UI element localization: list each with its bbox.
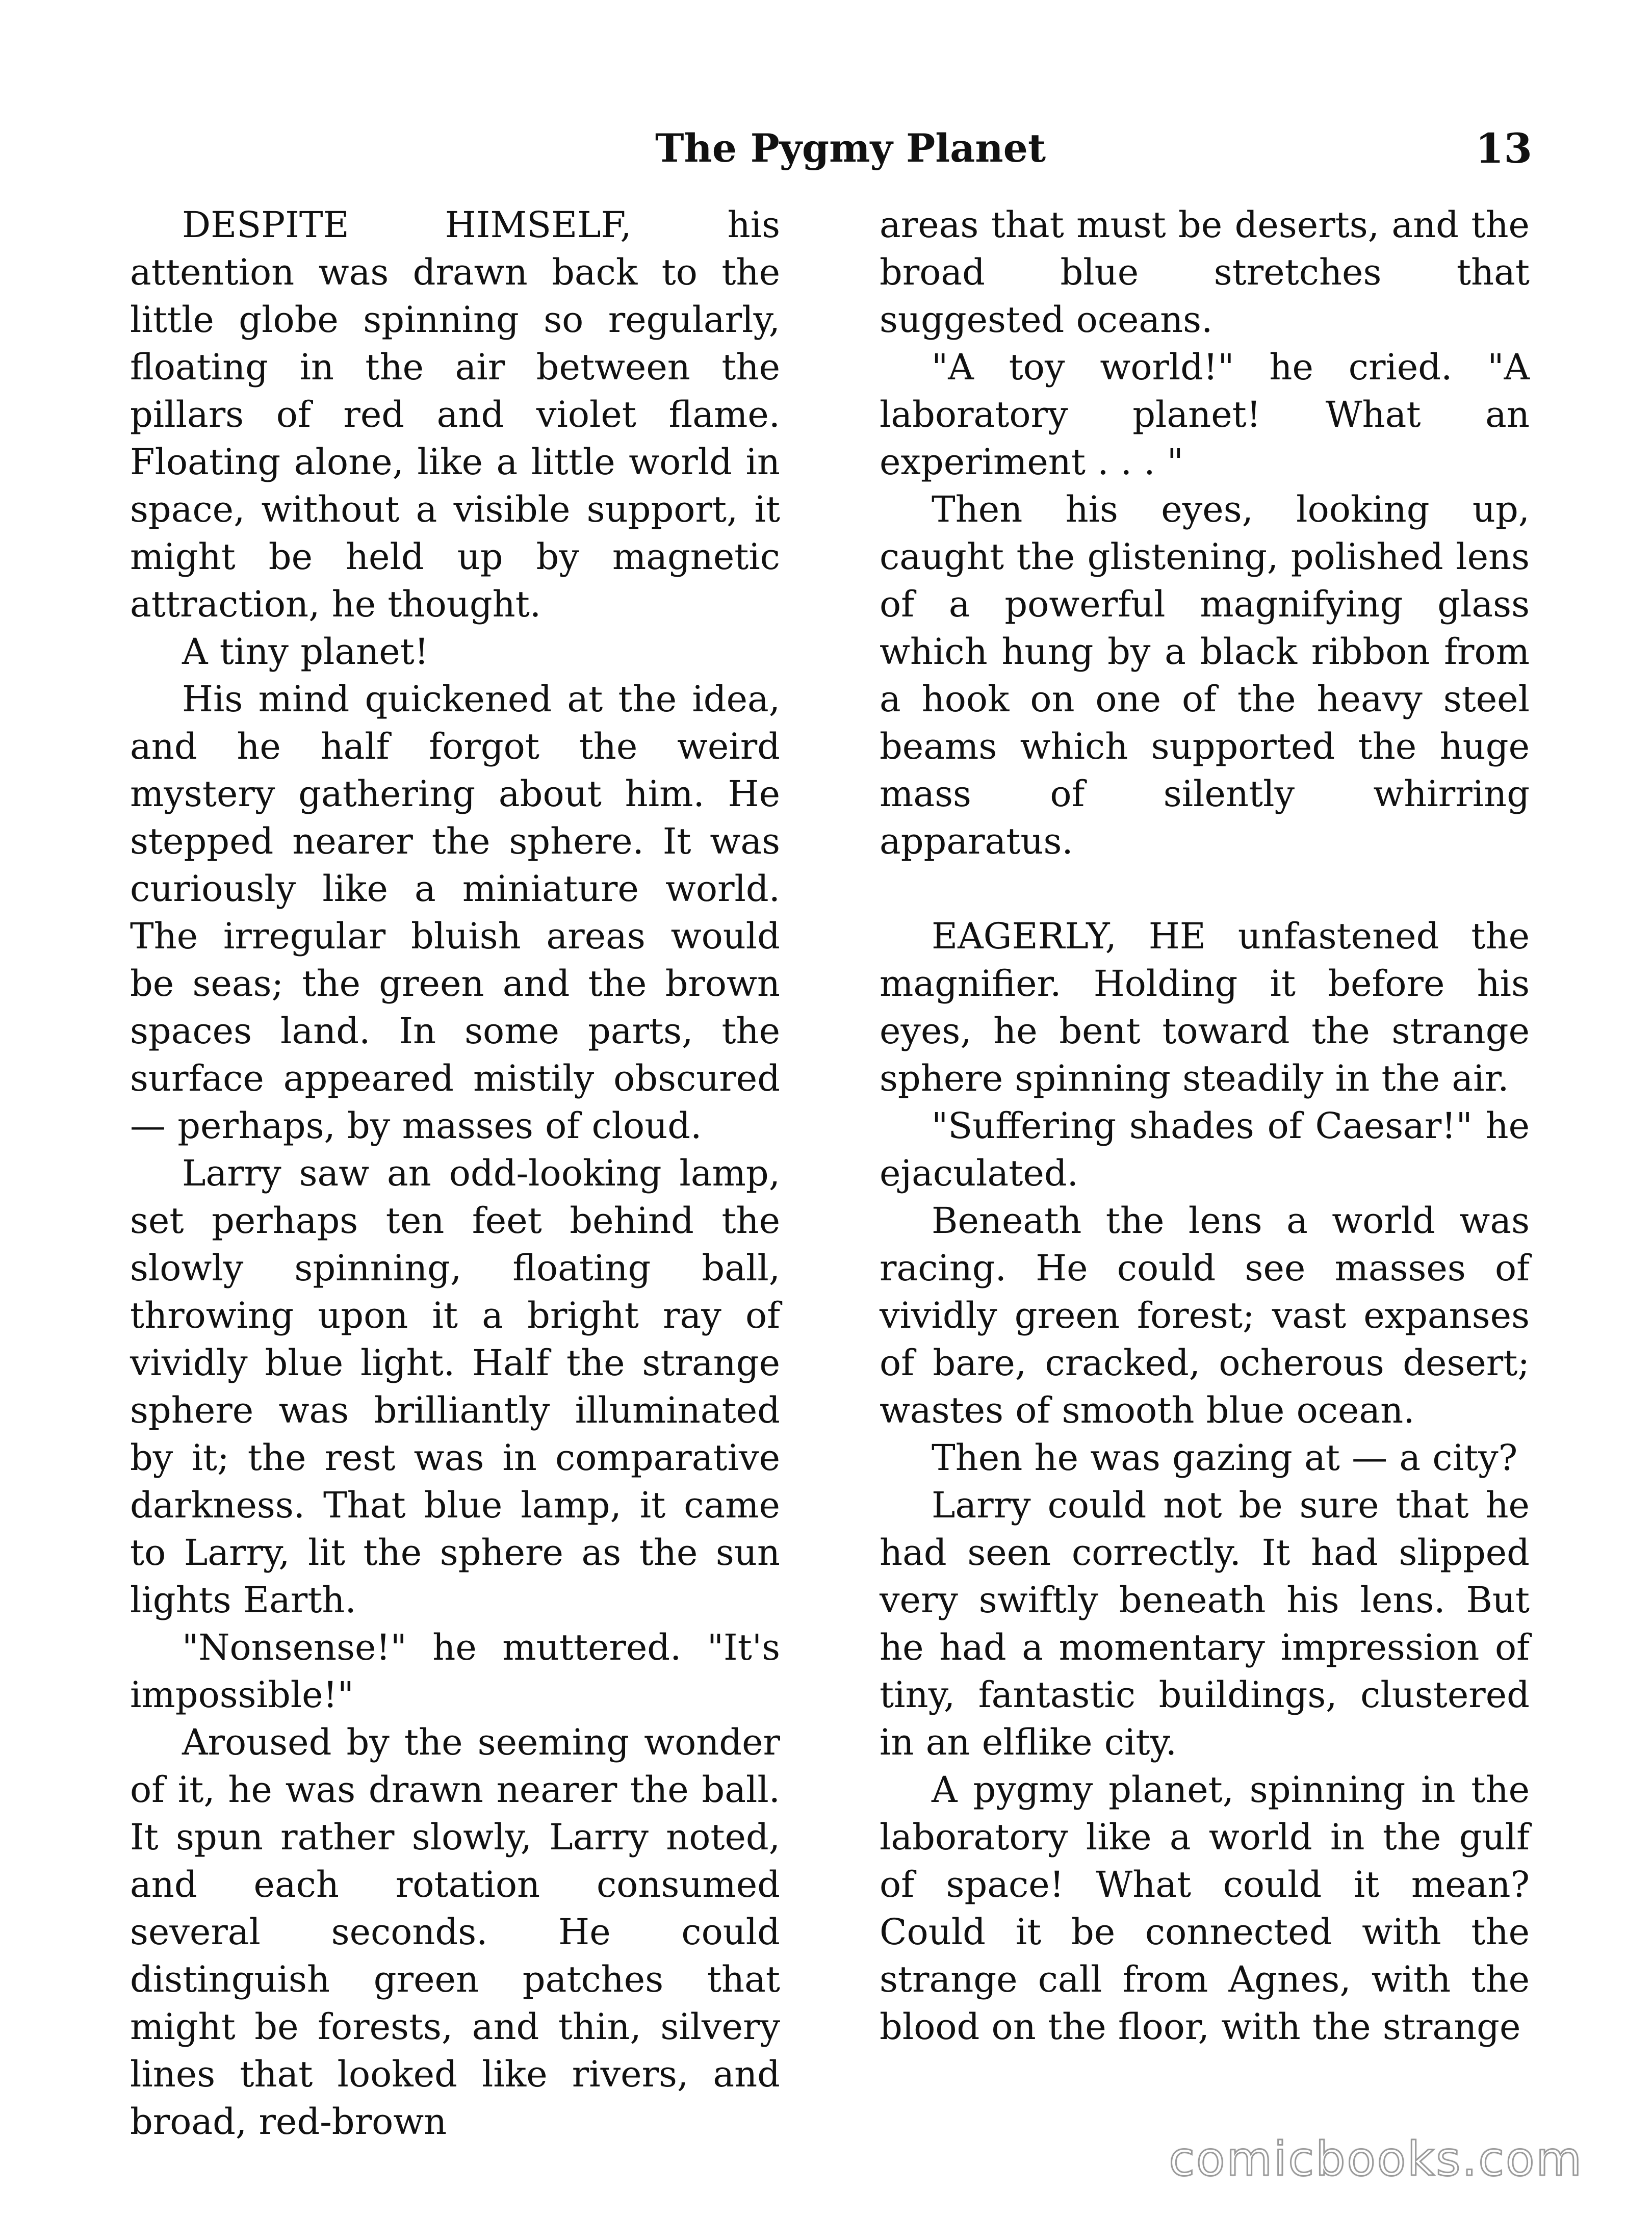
running-title: The Pygmy Planet [655,125,1046,171]
paragraph: A tiny planet! [182,631,429,673]
paragraph: DESPITE HIMSELF, his attention was drawn back to the little globe spinning so regularly, floating in the air between the pillars of red and violet flame. Floating alone, like a little world in space, without a visible support, it might be held up by magnetic attraction, he thought. [130,204,780,625]
paragraph: "A toy world!" he cried. "A laboratory planet! What an experiment . . . " [880,346,1530,483]
paragraph: Then his eyes, looking up, caught the glistening, polished lens of a powerful magnifying glass which hung by a black ribbon from a hook on one of the heavy steel beams which supported the huge mass of silently whirring apparatus. [880,488,1530,862]
paragraph: Then he was gazing at — a city? [932,1437,1518,1479]
paragraph: Beneath the lens a world was racing. He could see masses of vividly green forest; vast expanses of bare, cracked, ocherous desert; wastes of smooth blue ocean. [880,1200,1530,1431]
paragraph: Larry could not be sure that he had seen correctly. It had slipped very swiftly beneath his lens. But he had a momentary impression of tiny, fantastic buildings, clustered in an elflike city. [880,1484,1530,1763]
page-header [130,120,1532,176]
watermark: comicbooks.com [1169,2132,1583,2186]
paragraph: His mind quickened at the idea, and he half forgot the weird mystery gathering about him. He stepped nearer the sphere. It was curiously like a miniature world. The irregular bluish areas would be seas; the green and the brown spaces land. In some parts, the surface appeared mistily obscured — perhaps, by masses of cloud. [130,678,780,1147]
paragraph: "Suffering shades of Caesar!" he ejaculated. [880,1105,1530,1194]
page-number: 13 [1475,124,1532,172]
paragraph: A pygmy planet, spinning in the laboratory like a world in the gulf of space! What could it mean? Could it be connected with the strange call from Agnes, with the blood on the floor, with the strange [880,1769,1530,2048]
paragraph: "Nonsense!" he muttered. "It's impossible!" [130,1627,780,1716]
paragraph: Aroused by the seeming wonder of it, he was drawn nearer the ball. It spun rather slowly, Larry noted, and each rotation consumed several seconds. He could distinguish green patches that might be forests, and thin, silvery lines that looked like rivers, and broad, red-brown [130,1721,780,2143]
section-start-paragraph: EAGERLY, HE unfastened the magnifier. Holding it before his eyes, he bent toward the strange sphere spinning steadily in the air. [880,915,1530,1099]
paragraph-continuation: areas that must be deserts, and the broad blue stretches that suggested oceans. [880,204,1530,341]
paragraph: Larry saw an odd-looking lamp, set perhaps ten feet behind the slowly spinning, floating ball, throwing upon it a bright ray of vividly blue light. Half the strange sphere was brilliantly illuminated by it; the rest was in comparative darkness. That blue lamp, it came to Larry, lit the sphere as the sun lights Earth. [130,1152,780,1621]
text-column-left [130,201,780,2146]
text-column-right [880,201,1530,2051]
